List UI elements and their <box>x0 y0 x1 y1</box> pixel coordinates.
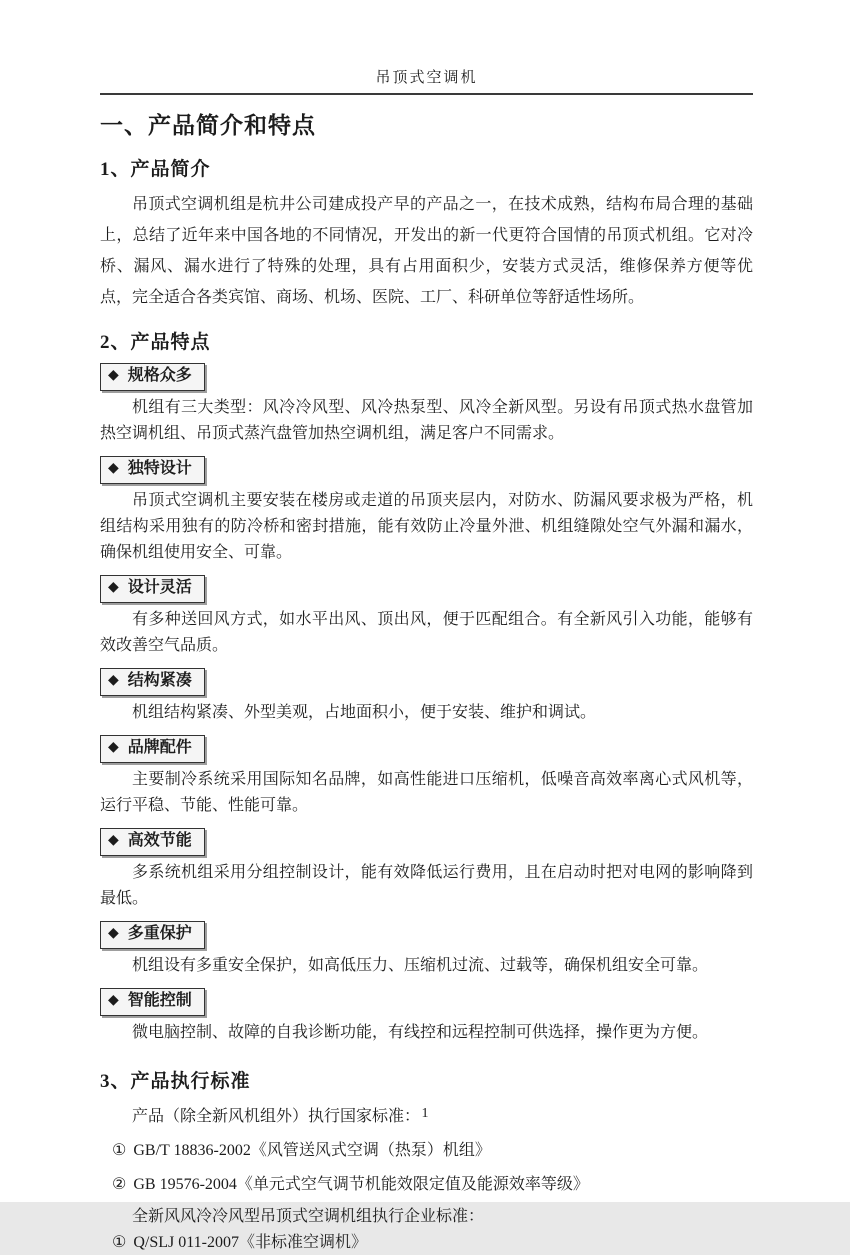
standards-enterprise-intro: 全新风风冷冷风型吊顶式空调机组执行企业标准： <box>132 1208 485 1225</box>
feature-body: 机组结构紧凑、外型美观，占地面积小，便于安装、维护和调试。 <box>132 704 597 721</box>
standard-text: GB/T 18836-2002《风管送风式空调（热泵）机组》 <box>133 1142 491 1159</box>
feature-block <box>100 363 753 447</box>
feature-badge <box>100 988 205 1016</box>
feature-badge <box>100 363 205 391</box>
feature-block <box>100 735 753 819</box>
diamond-icon: ◆ <box>108 993 119 1008</box>
list-marker: ② <box>112 1176 127 1193</box>
feature-badge <box>100 735 205 763</box>
section-heading-features: 2、产品特点 <box>100 332 211 353</box>
feature-label: 品牌配件 <box>127 739 192 756</box>
feature-label: 多重保护 <box>127 925 192 942</box>
diamond-icon: ◆ <box>108 926 119 941</box>
feature-label: 高效节能 <box>127 832 192 849</box>
feature-block <box>100 668 753 726</box>
feature-badge <box>100 668 205 696</box>
feature-body: 主要制冷系统采用国际知名品牌，如高性能进口压缩机，低噪音高效率离心式风机等，运行平稳、节能、性能可靠。 <box>100 771 753 814</box>
diamond-icon: ◆ <box>108 461 119 476</box>
feature-body: 机组设有多重安全保护，如高低压力、压缩机过流、过载等，确保机组安全可靠。 <box>132 957 709 974</box>
list-marker: ① <box>112 1234 127 1251</box>
feature-badge <box>100 921 205 949</box>
standard-text: Q/SLJ 011-2007《非标准空调机》 <box>133 1234 367 1251</box>
diamond-icon: ◆ <box>108 368 119 383</box>
feature-label: 结构紧凑 <box>127 672 192 689</box>
standard-text: GB 19576-2004《单元式空气调节机能效限定值及能源效率等级》 <box>133 1176 589 1193</box>
section-heading-intro: 1、产品简介 <box>100 159 211 180</box>
standard-item <box>100 1173 753 1197</box>
feature-body: 机组有三大类型：风冷冷风型、风冷热泵型、风冷全新风型。另设有吊顶式热水盘管加热空调机组、吊顶式蒸汽盘管加热空调机组，满足客户不同需求。 <box>100 399 753 442</box>
feature-label: 规格众多 <box>127 367 192 384</box>
section-title-main: 一、产品简介和特点 <box>100 113 316 138</box>
page-number: 1 <box>421 1106 429 1121</box>
feature-block <box>100 456 753 566</box>
feature-badge <box>100 456 205 484</box>
list-marker: ① <box>112 1142 127 1159</box>
intro-paragraph: 吊顶式空调机组是杭井公司建成投产早的产品之一，在技术成熟，结构布局合理的基础上，总结了近年来中国各地的不同情况，开发出的新一代更符合国情的吊顶式机组。它对冷桥、漏风、漏水进行了特殊的处理，具有占用面积少，安装方式灵活，维修保养方便等优点，完全适合各类宾馆、商场、机场、医院、工厂、科研单位等舒适性场所。 <box>100 196 753 306</box>
diamond-icon: ◆ <box>108 740 119 755</box>
feature-block <box>100 921 753 979</box>
feature-body: 有多种送回风方式，如水平出风、顶出风，便于匹配组合。有全新风引入功能，能够有效改善空气品质。 <box>100 611 753 654</box>
feature-block <box>100 575 753 659</box>
feature-body: 微电脑控制、故障的自我诊断功能，有线控和远程控制可供选择，操作更为方便。 <box>132 1024 709 1041</box>
feature-block <box>100 828 753 912</box>
section-heading-standards: 3、产品执行标准 <box>100 1071 251 1092</box>
diamond-icon: ◆ <box>108 580 119 595</box>
page-footer <box>0 1106 850 1122</box>
feature-label: 智能控制 <box>127 992 192 1009</box>
standard-item <box>100 1139 753 1163</box>
page-header <box>100 0 753 95</box>
diamond-icon: ◆ <box>108 673 119 688</box>
feature-label: 独特设计 <box>127 460 192 477</box>
diamond-icon: ◆ <box>108 833 119 848</box>
feature-body: 吊顶式空调机主要安装在楼房或走道的吊顶夹层内，对防水、防漏风要求极为严格，机组结构采用独有的防冷桥和密封措施，能有效防止冷量外泄、机组缝隙处空气外漏和漏水，确保机组使用安全、可靠。 <box>100 492 753 561</box>
standards-national-intro: 产品（除全新风机组外）执行国家标准： <box>132 1108 421 1125</box>
standard-item <box>100 1231 753 1255</box>
feature-body: 多系统机组采用分组控制设计，能有效降低运行费用，且在启动时把对电网的影响降到最低。 <box>100 864 753 907</box>
feature-block <box>100 988 753 1046</box>
feature-badge <box>100 828 205 856</box>
header-title: 吊顶式空调机 <box>375 70 478 86</box>
feature-badge <box>100 575 205 603</box>
feature-label: 设计灵活 <box>127 579 192 596</box>
